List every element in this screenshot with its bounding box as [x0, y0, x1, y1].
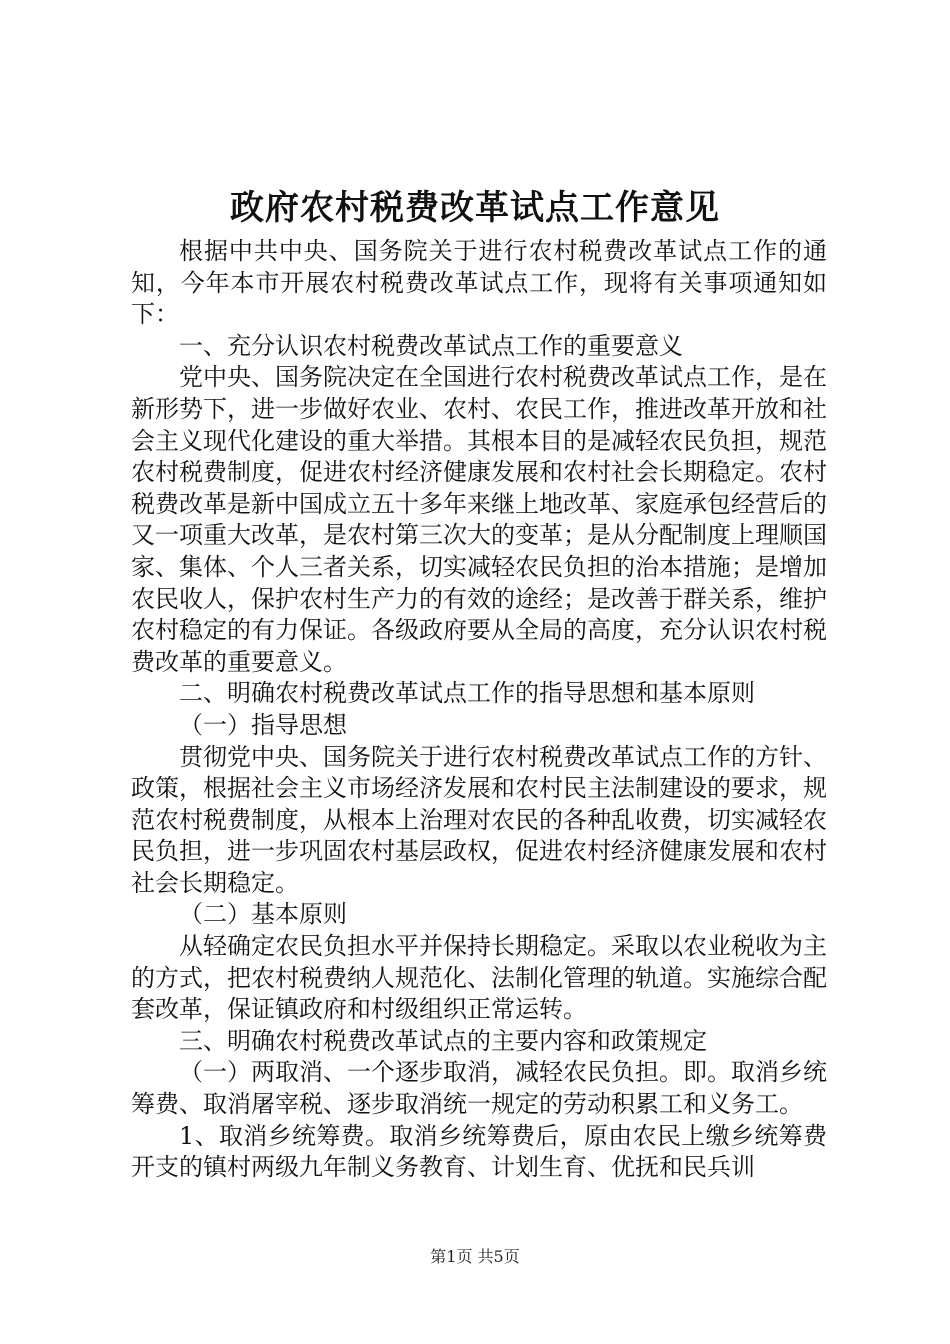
subheading-basic-principles: （二）基本原则: [179, 900, 347, 929]
paragraph-significance: 党中央、国务院决定在全国进行农村税费改革试点工作，是在新形势下，进一步做好农业、农村、农民工作，推进改革开放和社会主义现代化建设的重大举措。其根本目的是减轻农民负担，规范农村税费制度，促进农村经济健康发展和农村社会长期稳定。农村税费改革是新中国成立五十多年来继上地改革、家庭承包经营后的又一项重大改革，是农村第三次大的变革；是从分配制度上理顺国家、集体、个人三者关系，切实减轻农民负担的治本措施；是增加农民收人，保护农村生产力的有效的途经；是改善于群关系，维护农村稳定的有力保证。各级政府要从全局的高度，充分认识农村税费改革的重要意义。: [131, 363, 827, 676]
page-footer: 第1页 共5页: [430, 1247, 520, 1266]
document-body: [131, 236, 827, 1184]
section-heading-3: 三、明确农村税费改革试点的主要内容和政策规定: [179, 1026, 707, 1055]
subheading-guiding-ideology: （一）指导思想: [179, 710, 347, 739]
paragraph-basic-principles: 从轻确定农民负担水平并保持长期稳定。采取以农业税收为主的方式，把农村税费纳人规范化、法制化管理的轨道。实施综合配套改革，保证镇政府和村级组织正常运转。: [131, 932, 827, 1024]
paragraph-two-cancellations: （一）两取消、一个逐步取消，减轻农民负担。即。取消乡统筹费、取消屠宰税、逐步取消统一规定的劳动积累工和义务工。: [131, 1058, 827, 1119]
paragraph-intro: 根据中共中央、国务院关于进行农村税费改革试点工作的通知，今年本市开展农村税费改革试点工作，现将有关事项通知如下：: [131, 237, 827, 329]
paragraph-guiding-ideology: 贯彻党中央、国务院关于进行农村税费改革试点工作的方针、政策，根据社会主义市场经济发展和农村民主法制建设的要求，规范农村税费制度，从根本上治理对农民的各种乱收费，切实减轻农民负担，进一步巩固农村基层政权，促进农村经济健康发展和农村社会长期稳定。: [131, 742, 827, 897]
section-heading-2: 二、明确农村税费改革试点工作的指导思想和基本原则: [179, 679, 755, 708]
paragraph-cancel-township-fee: 1、取消乡统筹费。取消乡统筹费后，原由农民上缴乡统筹费开支的镇村两级九年制义务教育、计划生育、优抚和民兵训: [131, 1121, 827, 1182]
section-heading-1: 一、充分认识农村税费改革试点工作的重要意义: [179, 331, 683, 360]
document-title: 政府农村税费改革试点工作意见: [230, 188, 720, 228]
